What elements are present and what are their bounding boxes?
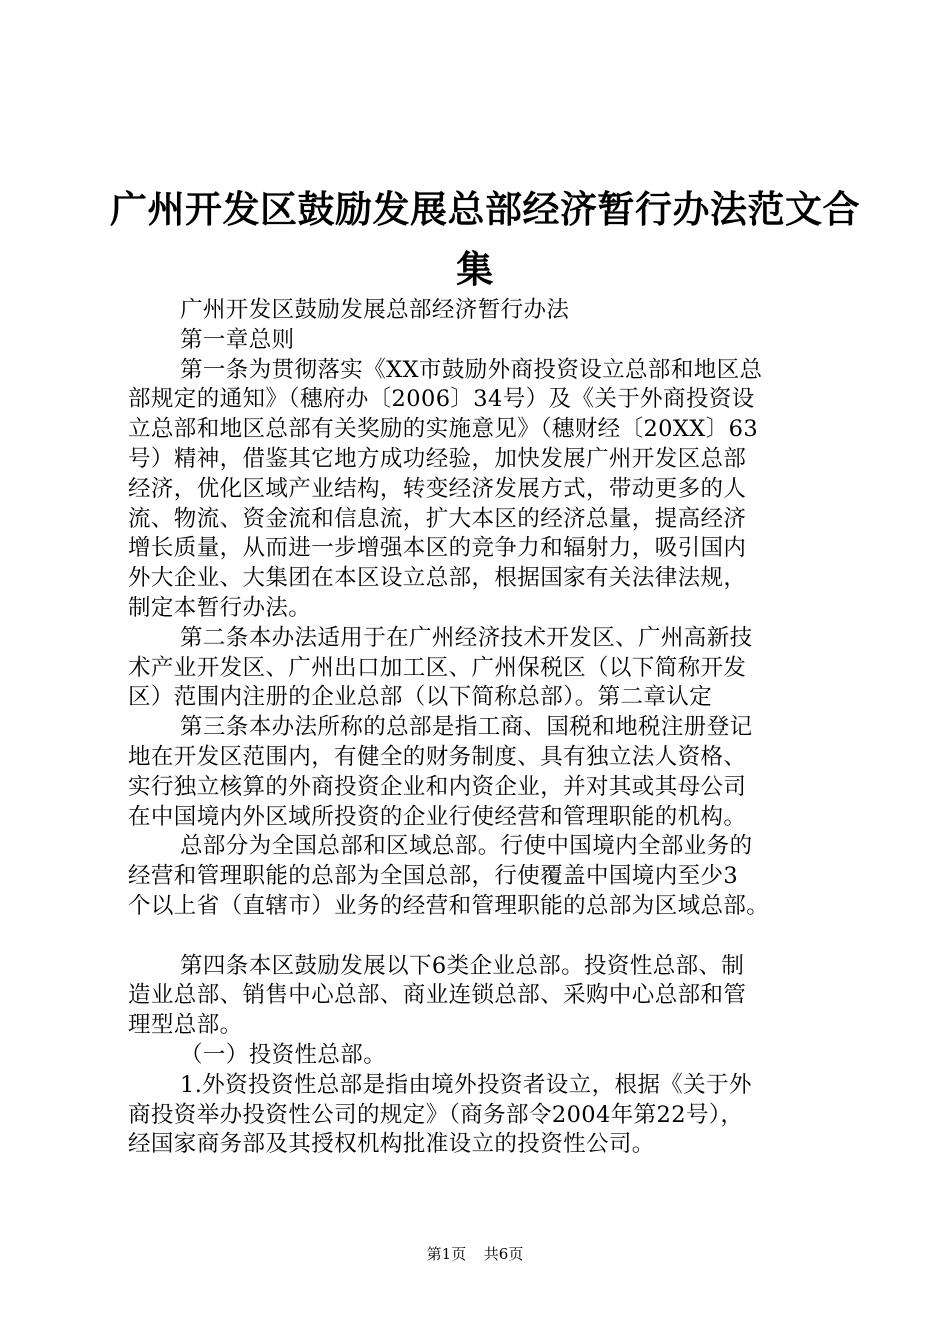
body-line: 理型总部。 [128,1012,243,1039]
body-line: 第一条为贯彻落实《XX市鼓励外商投资设立总部和地区总 [180,356,763,383]
body-line: 第三条本办法所称的总部是指工商、国税和地税注册登记 [180,714,753,741]
body-line: 经营和管理职能的总部为全国总部，行使覆盖中国境内至少3 [128,863,739,890]
body-line: 流、物流、资金流和信息流，扩大本区的经济总量，提高经济 [128,505,747,532]
body-line: 商投资举办投资性公司的规定》（商务部令2004年第22号）， [128,1101,744,1128]
total-pages: 共6页 [483,1245,524,1263]
paragraph-gap [128,922,840,952]
body-line: 总部分为全国总部和区域总部。行使中国境内全部业务的 [180,833,753,860]
body-line: 制定本暂行办法。 [128,594,312,621]
body-line: 经济，优化区域产业结构，转变经济发展方式，带动更多的人 [128,475,747,502]
body-line: 1.外资投资性总部是指由境外投资者设立，根据《关于外 [180,1071,752,1098]
body-line: 术产业开发区、广州出口加工区、广州保税区（以下简称开发 [128,654,747,681]
body-line: 广州开发区鼓励发展总部经济暂行办法 [180,297,570,323]
document-body [128,296,840,1160]
body-line: 第二条本办法适用于在广州经济技术开发区、广州高新技 [180,624,753,651]
body-line: 个以上省（直辖市）业务的经营和管理职能的总部为区域总部。 [128,892,770,919]
body-line: 外大企业、大集团在本区设立总部，根据国家有关法律法规， [128,565,747,592]
body-line: 地在开发区范围内，有健全的财务制度、具有独立法人资格、 [128,743,747,770]
body-line: 造业总部、销售中心总部、商业连锁总部、采购中心总部和管 [128,982,747,1009]
body-line: 第一章总则 [180,326,295,353]
body-line: 经国家商务部及其授权机构批准设立的投资性公司。 [128,1131,655,1158]
page-footer [0,1243,950,1264]
body-line: 立总部和地区总部有关奖励的实施意见》（穗财经〔20XX〕63 [128,416,759,443]
body-line: 部规定的通知》（穗府办〔2006〕34号）及《关于外商投资设 [128,386,755,413]
body-line: （一）投资性总部。 [180,1041,387,1068]
body-line: 增长质量，从而进一步增强本区的竞争力和辐射力，吸引国内 [128,535,747,562]
body-line: 实行独立核算的外商投资企业和内资企业，并对其或其母公司 [128,773,747,800]
document-title-line-1: 广州开发区鼓励发展总部经济暂行办法范文合 [110,188,860,231]
body-line: 第四条本区鼓励发展以下6类企业总部。投资性总部、制 [180,952,745,979]
body-line: 号）精神，借鉴其它地方成功经验，加快发展广州开发区总部 [128,445,747,472]
document-title-line-2: 集 [456,248,494,291]
body-line: 在中国境内外区域所投资的企业行使经营和管理职能的机构。 [128,803,747,830]
body-line: 区）范围内注册的企业总部（以下简称总部）。第二章认定 [128,684,713,711]
page-number: 第1页 [426,1245,467,1263]
